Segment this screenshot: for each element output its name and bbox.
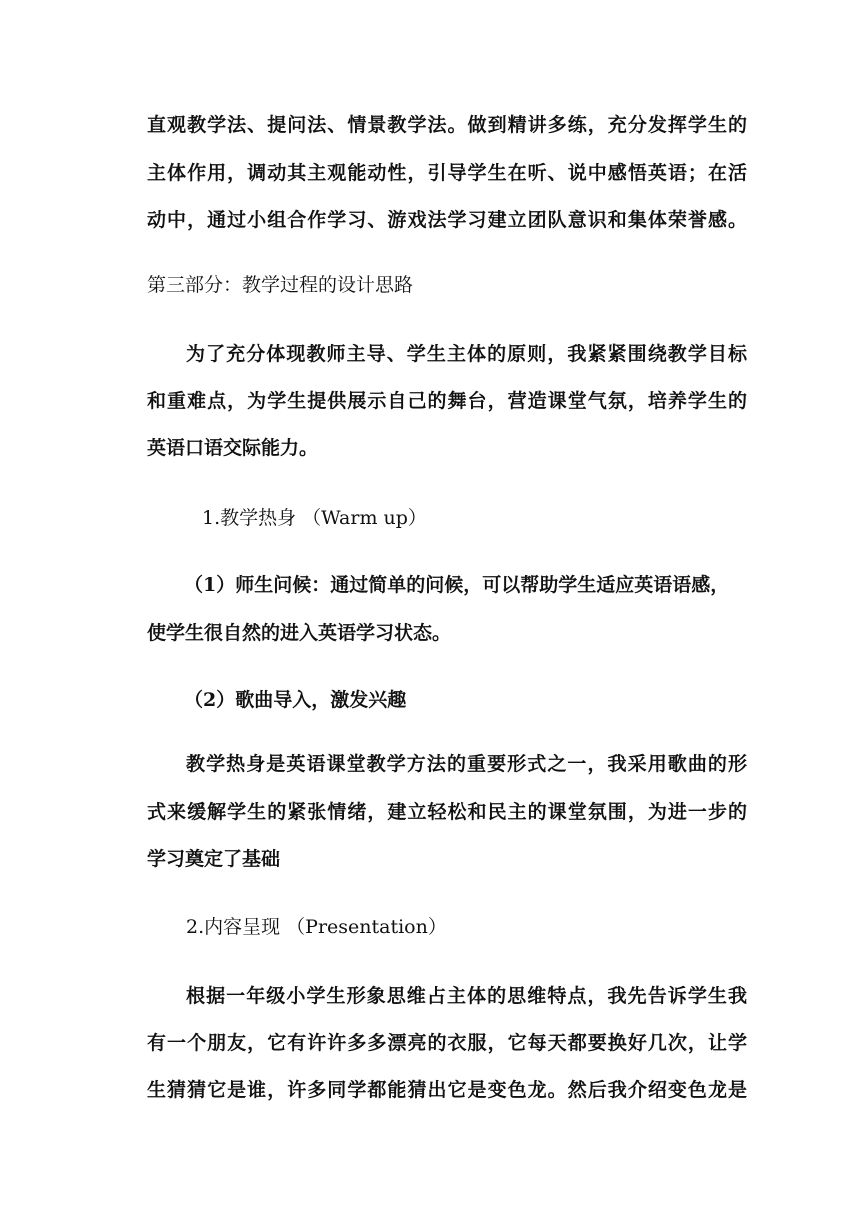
paragraph-line: 根据一年级小学生形象思维占主体的思维特点，我先告诉学生我 <box>186 985 747 1007</box>
paragraph-line: 有一个朋友，它有许许多多漂亮的衣服，它每天都要换好几次，让学 <box>147 1032 747 1054</box>
paragraph-line: 式来缓解学生的紧张情绪，建立轻松和民主的课堂氛围，为进一步的 <box>147 801 747 823</box>
paragraph-line: 使学生很自然的进入英语学习状态。 <box>147 622 452 644</box>
paragraph-line: （1）师生问候：通过简单的问候，可以帮助学生适应英语语感， <box>184 574 730 596</box>
paragraph-line: 教学热身是英语课堂教学方法的重要形式之一，我采用歌曲的形 <box>186 753 747 775</box>
paragraph-line: 动中，通过小组合作学习、游戏法学习建立团队意识和集体荣誉感。 <box>147 209 747 231</box>
section-heading: 第三部分：教学过程的设计思路 <box>147 274 414 296</box>
paragraph-line: 为了充分体现教师主导、学生主体的原则，我紧紧围绕教学目标 <box>186 343 747 365</box>
subsection-heading: 2.内容呈现 （Presentation） <box>186 916 447 938</box>
subsection-heading: （2）歌曲导入，激发兴趣 <box>184 689 407 711</box>
paragraph-line: 主体作用，调动其主观能动性，引导学生在听、说中感悟英语；在活 <box>147 162 747 184</box>
paragraph-line: 和重难点，为学生提供展示自己的舞台，营造课堂气氛，培养学生的 <box>147 390 747 412</box>
paragraph-line: 英语口语交际能力。 <box>147 437 319 459</box>
paragraph-line: 学习奠定了基础 <box>147 848 281 870</box>
paragraph-line: 生猜猜它是谁，许多同学都能猜出它是变色龙。然后我介绍变色龙是 <box>147 1079 747 1101</box>
paragraph-line: 直观教学法、提问法、情景教学法。做到精讲多练，充分发挥学生的 <box>147 114 747 136</box>
subsection-heading: 1.教学热身 （Warm up） <box>202 507 427 529</box>
